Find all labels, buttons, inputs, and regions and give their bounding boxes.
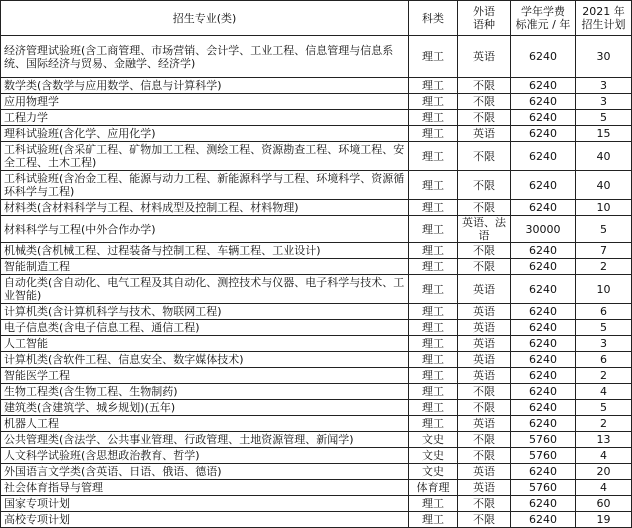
category-cell: 理工 (409, 336, 458, 352)
tuition-cell: 6240 (511, 464, 576, 480)
plan-cell: 13 (576, 432, 632, 448)
table-row (1, 480, 632, 496)
language-cell: 不限 (458, 400, 511, 416)
language-cell: 不限 (458, 243, 511, 259)
plan-cell: 60 (576, 496, 632, 512)
plan-cell: 6 (576, 304, 632, 320)
tuition-cell: 6240 (511, 304, 576, 320)
table-row (1, 400, 632, 416)
header-plan (576, 1, 632, 36)
table-row (1, 416, 632, 432)
major-cell: 机械类(含机械工程、过程装备与控制工程、车辆工程、工业设计) (1, 243, 409, 259)
major-cell: 工程力学 (1, 110, 409, 126)
header-major: 招生专业(类) (1, 1, 409, 36)
plan-cell: 10 (576, 200, 632, 216)
category-cell: 理工 (409, 126, 458, 142)
language-cell: 英语 (458, 352, 511, 368)
plan-cell: 5 (576, 216, 632, 243)
tuition-cell: 6240 (511, 416, 576, 432)
table-row (1, 464, 632, 480)
category-cell: 理工 (409, 512, 458, 528)
major-cell: 数学类(含数学与应用数学、信息与计算科学) (1, 78, 409, 94)
category-cell: 理工 (409, 304, 458, 320)
table-row (1, 110, 632, 126)
tuition-cell: 6240 (511, 142, 576, 171)
major-cell: 应用物理学 (1, 94, 409, 110)
table-row (1, 36, 632, 78)
language-cell: 英语 (458, 275, 511, 304)
tuition-cell: 6240 (511, 275, 576, 304)
major-cell: 计算机类(含计算机科学与技术、物联网工程) (1, 304, 409, 320)
plan-cell: 10 (576, 275, 632, 304)
language-cell: 不限 (458, 78, 511, 94)
category-cell: 理工 (409, 36, 458, 78)
major-cell: 高校专项计划 (1, 512, 409, 528)
language-cell: 英语 (458, 36, 511, 78)
tuition-cell: 30000 (511, 216, 576, 243)
tuition-cell: 6240 (511, 171, 576, 200)
major-cell: 人文科学试验班(含思想政治教育、哲学) (1, 448, 409, 464)
header-plan-line2: 招生计划 (581, 18, 626, 31)
tuition-cell: 6240 (511, 400, 576, 416)
category-cell: 理工 (409, 384, 458, 400)
tuition-cell: 6240 (511, 110, 576, 126)
category-cell: 理工 (409, 368, 458, 384)
plan-cell: 19 (576, 512, 632, 528)
plan-cell: 15 (576, 126, 632, 142)
header-tuition-line2: 标准元 / 年 (515, 18, 571, 31)
major-cell: 材料类(含材料科学与工程、材料成型及控制工程、材料物理) (1, 200, 409, 216)
header-language-line1: 外语 (473, 5, 495, 18)
plan-cell: 5 (576, 110, 632, 126)
table-row (1, 320, 632, 336)
tuition-cell: 6240 (511, 36, 576, 78)
language-cell: 不限 (458, 448, 511, 464)
language-cell: 英语 (458, 320, 511, 336)
header-row (1, 1, 632, 36)
plan-cell: 4 (576, 384, 632, 400)
tuition-cell: 6240 (511, 352, 576, 368)
category-cell: 理工 (409, 142, 458, 171)
category-cell: 文史 (409, 464, 458, 480)
category-cell: 理工 (409, 200, 458, 216)
language-cell: 英语 (458, 368, 511, 384)
plan-cell: 20 (576, 464, 632, 480)
table-row (1, 78, 632, 94)
major-cell: 公共管理类(含法学、公共事业管理、行政管理、土地资源管理、新闻学) (1, 432, 409, 448)
tuition-cell: 6240 (511, 512, 576, 528)
table-row (1, 448, 632, 464)
tuition-cell: 6240 (511, 78, 576, 94)
category-cell: 体育理 (409, 480, 458, 496)
plan-cell: 2 (576, 368, 632, 384)
table-row (1, 171, 632, 200)
table-row (1, 304, 632, 320)
table-row (1, 94, 632, 110)
language-cell: 不限 (458, 384, 511, 400)
category-cell: 理工 (409, 94, 458, 110)
category-cell: 理工 (409, 243, 458, 259)
language-cell: 不限 (458, 259, 511, 275)
category-cell: 理工 (409, 110, 458, 126)
language-cell: 不限 (458, 200, 511, 216)
major-cell: 理科试验班(含化学、应用化学) (1, 126, 409, 142)
language-cell: 不限 (458, 94, 511, 110)
category-cell: 理工 (409, 320, 458, 336)
tuition-cell: 5760 (511, 432, 576, 448)
language-cell: 英语 (458, 464, 511, 480)
major-cell: 国家专项计划 (1, 496, 409, 512)
table-row (1, 432, 632, 448)
category-cell: 文史 (409, 432, 458, 448)
plan-cell: 4 (576, 448, 632, 464)
major-cell: 工科试验班(含冶金工程、能源与动力工程、新能源科学与工程、环境科学、资源循环科学与工程) (1, 171, 409, 200)
language-cell: 英语 (458, 416, 511, 432)
plan-cell: 4 (576, 480, 632, 496)
major-cell: 经济管理试验班(含工商管理、市场营销、会计学、工业工程、信息管理与信息系统、国际经济与贸易、金融学、经济学) (1, 36, 409, 78)
category-cell: 理工 (409, 78, 458, 94)
plan-cell: 5 (576, 400, 632, 416)
language-cell: 不限 (458, 171, 511, 200)
major-cell: 材料科学与工程(中外合作办学) (1, 216, 409, 243)
category-cell: 理工 (409, 496, 458, 512)
major-cell: 人工智能 (1, 336, 409, 352)
major-cell: 外国语言文学类(含英语、日语、俄语、德语) (1, 464, 409, 480)
tuition-cell: 6240 (511, 336, 576, 352)
plan-cell: 2 (576, 259, 632, 275)
header-language-line2: 语种 (473, 18, 495, 31)
table-row (1, 126, 632, 142)
language-cell: 不限 (458, 496, 511, 512)
major-cell: 智能制造工程 (1, 259, 409, 275)
table-row (1, 243, 632, 259)
language-cell: 不限 (458, 512, 511, 528)
category-cell: 理工 (409, 171, 458, 200)
tuition-cell: 6240 (511, 94, 576, 110)
table-row (1, 259, 632, 275)
major-cell: 计算机类(含软件工程、信息安全、数字媒体技术) (1, 352, 409, 368)
table-row (1, 384, 632, 400)
table-row (1, 368, 632, 384)
plan-cell: 6 (576, 352, 632, 368)
language-cell: 英语 (458, 336, 511, 352)
table-row (1, 200, 632, 216)
category-cell: 文史 (409, 448, 458, 464)
category-cell: 理工 (409, 400, 458, 416)
major-cell: 自动化类(含自动化、电气工程及其自动化、测控技术与仪器、电子科学与技术、工业智能) (1, 275, 409, 304)
table-row (1, 336, 632, 352)
language-cell: 英语 (458, 304, 511, 320)
category-cell: 理工 (409, 259, 458, 275)
table-row (1, 216, 632, 243)
plan-cell: 40 (576, 142, 632, 171)
tuition-cell: 5760 (511, 448, 576, 464)
table-row (1, 142, 632, 171)
tuition-cell: 6240 (511, 243, 576, 259)
table-row (1, 512, 632, 528)
table-row (1, 275, 632, 304)
tuition-cell: 6240 (511, 126, 576, 142)
language-cell: 不限 (458, 110, 511, 126)
language-cell: 英语、法语 (458, 216, 511, 243)
major-cell: 机器人工程 (1, 416, 409, 432)
plan-cell: 2 (576, 416, 632, 432)
tuition-cell: 5760 (511, 480, 576, 496)
category-cell: 理工 (409, 275, 458, 304)
tuition-cell: 6240 (511, 384, 576, 400)
category-cell: 理工 (409, 352, 458, 368)
plan-cell: 3 (576, 94, 632, 110)
major-cell: 智能医学工程 (1, 368, 409, 384)
header-plan-line1: 2021 年 (582, 5, 625, 18)
header-tuition-line1: 学年学费 (521, 5, 565, 18)
language-cell: 英语 (458, 480, 511, 496)
tuition-cell: 6240 (511, 200, 576, 216)
plan-cell: 5 (576, 320, 632, 336)
major-cell: 工科试验班(含采矿工程、矿物加工工程、测绘工程、资源勘查工程、环境工程、安全工程、土木工程) (1, 142, 409, 171)
plan-cell: 7 (576, 243, 632, 259)
major-cell: 社会体育指导与管理 (1, 480, 409, 496)
tuition-cell: 6240 (511, 368, 576, 384)
tuition-cell: 6240 (511, 259, 576, 275)
header-tuition (511, 1, 576, 36)
major-cell: 电子信息类(含电子信息工程、通信工程) (1, 320, 409, 336)
plan-cell: 40 (576, 171, 632, 200)
header-language (458, 1, 511, 36)
tuition-cell: 6240 (511, 320, 576, 336)
language-cell: 英语 (458, 126, 511, 142)
major-cell: 建筑类(含建筑学、城乡规划)(五年) (1, 400, 409, 416)
major-cell: 生物工程类(含生物工程、生物制药) (1, 384, 409, 400)
table-row (1, 352, 632, 368)
table-body (1, 36, 632, 528)
table-row (1, 496, 632, 512)
language-cell: 不限 (458, 142, 511, 171)
plan-cell: 3 (576, 78, 632, 94)
language-cell: 不限 (458, 432, 511, 448)
tuition-cell: 6240 (511, 496, 576, 512)
header-category: 科类 (409, 1, 458, 36)
category-cell: 理工 (409, 216, 458, 243)
category-cell: 理工 (409, 416, 458, 432)
plan-cell: 30 (576, 36, 632, 78)
plan-cell: 3 (576, 336, 632, 352)
